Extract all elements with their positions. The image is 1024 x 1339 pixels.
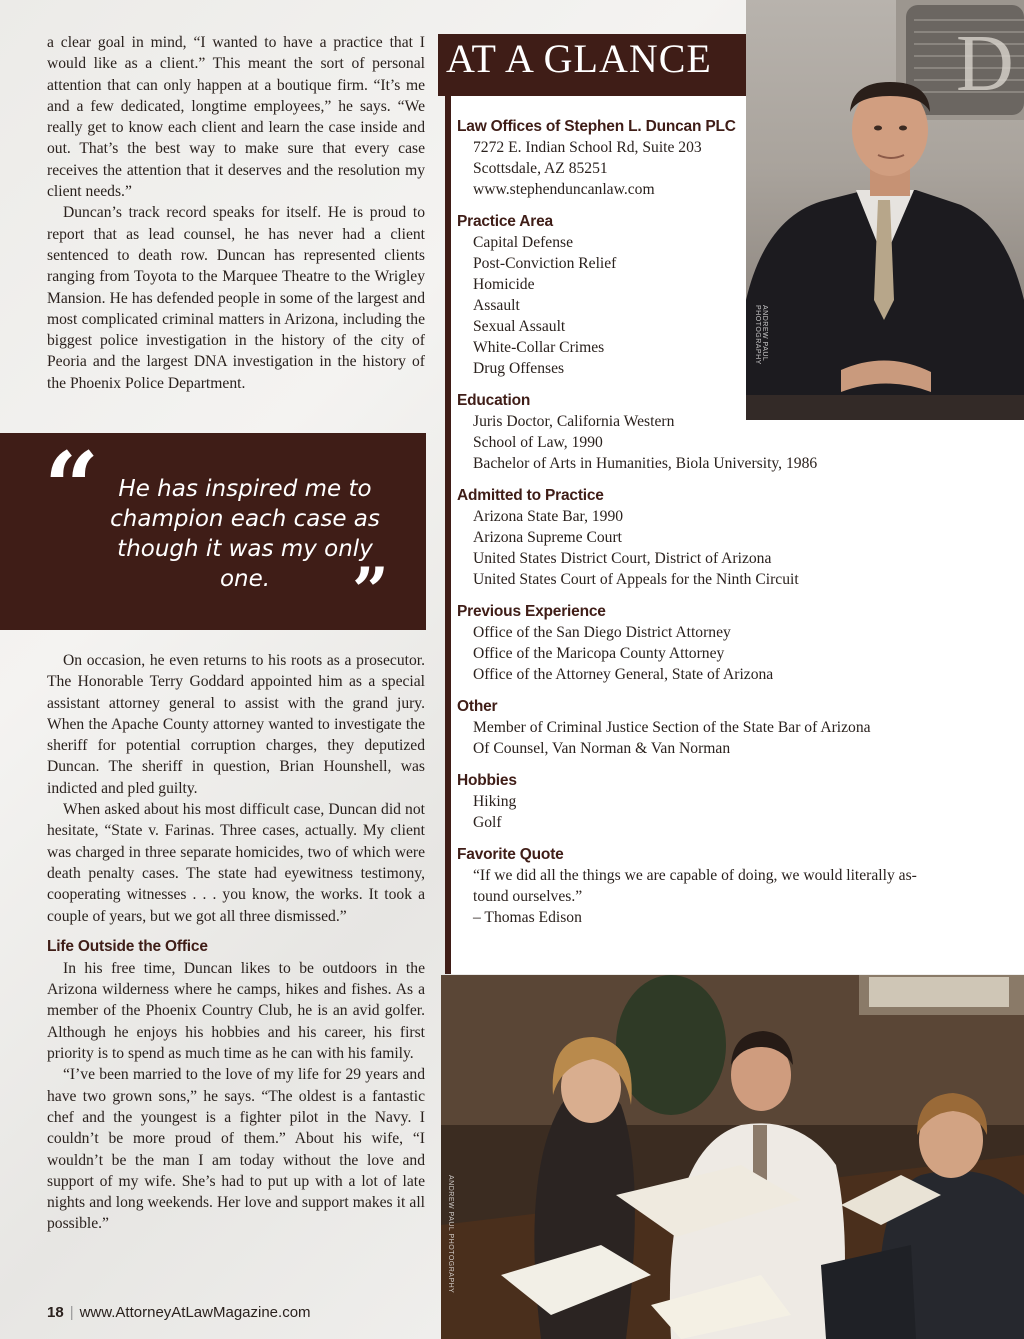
glance-line: Assault [473,297,520,314]
glance-heading: Education [457,392,531,409]
glance-section-education [457,390,977,474]
glance-line: Of Counsel, Van Norman & Van Norman [473,740,731,757]
glance-line: Golf [473,814,502,831]
section-heading: Life Outside the Office [47,937,208,955]
pull-quote-text: He has inspired me to champion each case as though it was my only one. [110,476,380,592]
close-quote-mark: ” [352,554,389,629]
page-number: 18 [47,1304,64,1321]
glance-heading: Previous Experience [457,603,606,620]
glance-line: Office of the Maricopa County Attorney [473,645,725,662]
article-paragraph: Duncan’s track record speaks for itself. He is proud to report that as lead counsel, he has never had a client sentenced to death row. Duncan has represented clients ranging from Toyota to the Marquee Theatre to the Wrigley Mansion. He has defended people in some of the largest and most complicated criminal matters in Arizona, including the biggest police investigation in the history of the city of Peoria and the largest DNA investigation in the history of the Phoenix Police Department. [47,204,425,392]
glance-heading: Admitted to Practice [457,487,604,504]
article-paragraph: On occasion, he even returns to his roots as a prosecutor. The Honorable Terry Goddard appointed him as a special assistant attorney general to assist with the grand jury. When the Apache County attorney wanted to investigate the sheriff for potential corruption charges, they deputized Duncan. The sheriff in question, Brian Hounshell, was indicted and pled guilty. [47,652,425,797]
article-paragraph: a clear goal in mind, “I wanted to have a practice that I would like as a client.” This meant the sort of personal attention that can only happen at a boutique firm. “It’s me and a few dedicated, longtime employees,” he says. “We really get to know each client and learn the case inside and out. That’s the best way to make sure that every case receives the attention that it deserves and the resolution my client needs.” [47,34,425,201]
glance-section-experience [457,601,977,685]
meeting-illustration [441,975,1024,1339]
glance-line: Bachelor of Arts in Humanities, Biola University, 1986 [473,455,818,472]
glance-section-hobbies [457,770,977,833]
glance-line: 7272 E. Indian School Rd, Suite 203 [473,139,702,156]
glance-heading: Law Offices of Stephen L. Duncan PLC [457,118,736,135]
page-footer [47,1304,311,1321]
article-column-top [47,32,425,394]
glance-content [457,116,977,928]
glance-line: Office of the San Diego District Attorney [473,624,731,641]
glance-section-favorite-quote [457,844,977,928]
footer-website: www.AttorneyAtLawMagazine.com [79,1304,311,1321]
glance-title: AT A GLANCE [446,36,712,81]
glance-line: Post-Conviction Relief [473,255,617,272]
photo-credit: ANDREW PAUL PHOTOGRAPHY [447,1175,454,1294]
glance-line: Homicide [473,276,535,293]
glance-line: Sexual Assault [473,318,566,335]
glance-section-admitted [457,485,977,590]
photo-credit: ANDREW PAUL PHOTOGRAPHY [754,305,768,365]
glance-line: Arizona Supreme Court [473,529,622,546]
glance-section-firm [457,116,977,200]
glance-heading: Practice Area [457,213,553,230]
glance-heading: Hobbies [457,772,517,789]
glance-section-practice-area [457,211,977,379]
glance-line: Drug Offenses [473,360,565,377]
open-quote-mark: “ [44,431,100,544]
glance-line: Scottsdale, AZ 85251 [473,160,608,177]
glance-line: Juris Doctor, California Western [473,413,675,430]
glance-line: United States District Court, District of Arizona [473,550,772,567]
glance-section-other [457,696,977,759]
glance-heading: Favorite Quote [457,846,564,863]
glance-line: White-Collar Crimes [473,339,605,356]
glance-line: School of Law, 1990 [473,434,603,451]
article-paragraph: When asked about his most difficult case, Duncan did not hesitate, “State v. Farinas. Three cases, actually. My client was charged in three separate homicides, two of which were death penalty cases. The state had eyewitness testimony, cooperating witnesses . . . you know, the works. It took a couple of years, but we got all three dismissed.” [47,801,425,925]
glance-line: Office of the Attorney General, State of Arizona [473,666,774,683]
glance-line: Arizona State Bar, 1990 [473,508,624,525]
glance-line: “If we did all the things we are capable of doing, we would literally as- [473,867,917,884]
glance-line: – Thomas Edison [473,909,582,926]
article-paragraph: In his free time, Duncan likes to be outdoors in the Arizona wilderness where he camps, hikes and fishes. As a member of the Phoenix Country Club, he is an avid golfer. Although he enjoys his hobbies and his career, his first priority is to spend as much time as he can with his family. [47,959,425,1063]
glance-vertical-rule [445,96,451,974]
glance-line: Member of Criminal Justice Section of the State Bar of Arizona [473,719,871,736]
glance-line: www.stephenduncanlaw.com [473,181,655,198]
footer-separator: | [69,1304,74,1321]
svg-text:D: D [956,20,1014,108]
glance-line: tound ourselves.” [473,888,583,905]
glance-heading: Other [457,698,498,715]
article-paragraph: “I’ve been married to the love of my life for 29 years and have two grown sons,” he says. “The oldest is a fantastic chef and the youngest is a fighter pilot in the Navy. I couldn’t be more proud of them.” About his wife, “I wouldn’t be the man I am today without the love and support of my wife. She’s had to put up with a lot of late nights and long weekends. Her love and support makes it all possible.” [47,1066,425,1233]
meeting-photo [441,975,1024,1339]
glance-line: United States Court of Appeals for the Ninth Circuit [473,571,799,588]
glance-line: Capital Defense [473,234,574,251]
article-column-bottom [47,650,425,1235]
glance-line: Hiking [473,793,517,810]
